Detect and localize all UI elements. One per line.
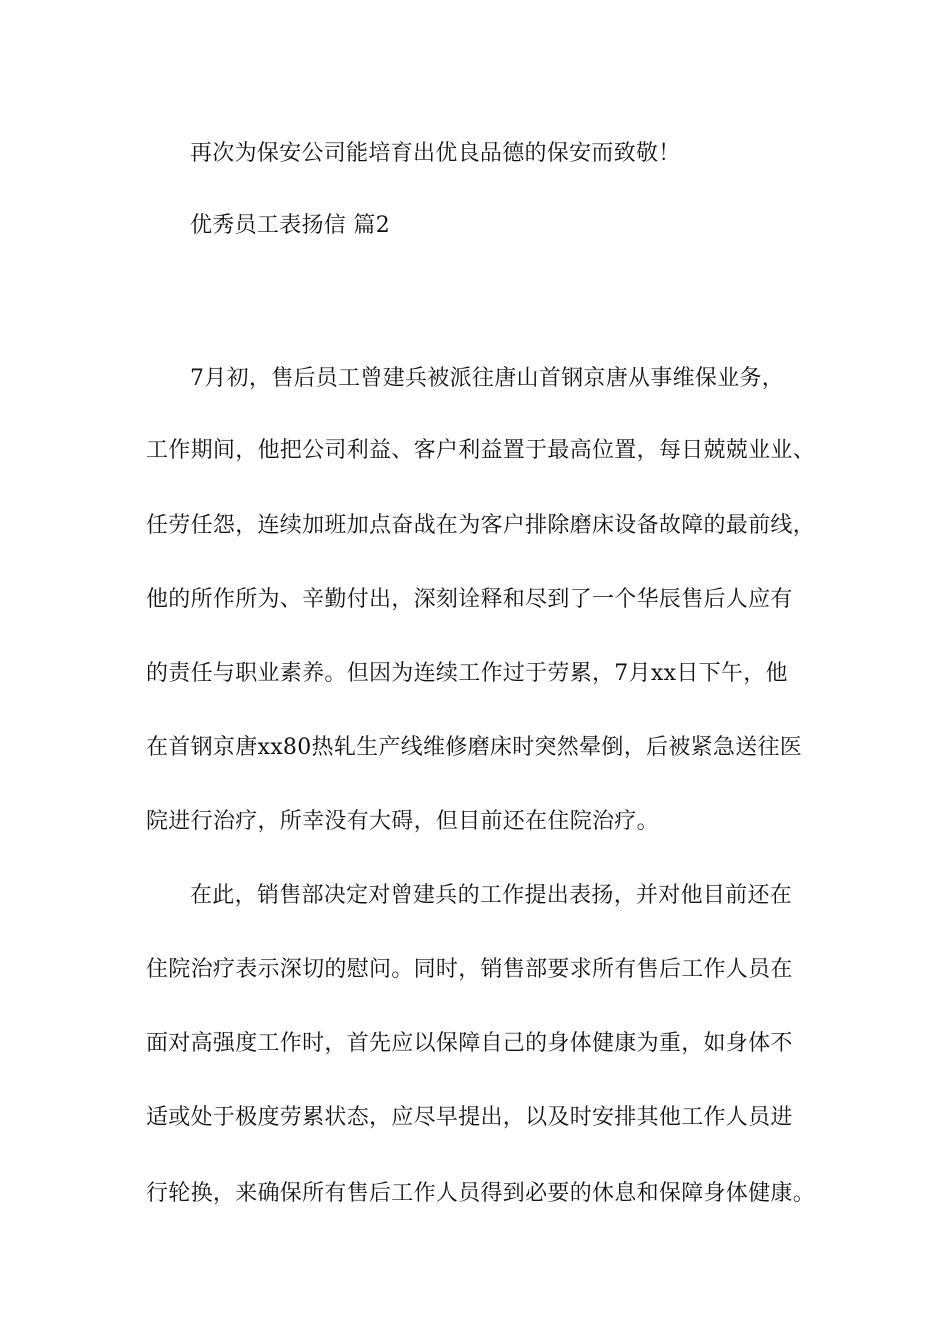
paragraph2-line: 行轮换，来确保所有售后工作人员得到必要的休息和保障身体健康。: [146, 1181, 816, 1206]
paragraph1-line: 院进行治疗，所幸没有大碍，但目前还在住院治疗。: [146, 809, 659, 834]
paragraph1-line: 的责任与职业素养。但因为连续工作过于劳累，7月xx日下午，他: [146, 661, 788, 686]
closing-line: 再次为保安公司能培育出优良品德的保安而致敬！: [190, 141, 681, 166]
paragraph1-line: 他的所作所为、辛勤付出，深刻诠释和尽到了一个华辰售后人应有: [146, 587, 793, 612]
paragraph2-line: 适或处于极度劳累状态，应尽早提出，以及时安排其他工作人员进: [146, 1105, 793, 1130]
section-title: 优秀员工表扬信 篇2: [190, 213, 390, 238]
paragraph2-line: 在此，销售部决定对曾建兵的工作提出表扬，并对他目前还在: [190, 883, 793, 908]
paragraph1-line: 任劳任怨，连续加班加点奋战在为客户排除磨床设备故障的最前线，: [146, 513, 816, 538]
paragraph2-line: 面对高强度工作时，首先应以保障自己的身体健康为重，如身体不: [146, 1031, 793, 1056]
paragraph1-line: 在首钢京唐xx80热轧生产线维修磨床时突然晕倒，后被紧急送往医: [146, 735, 803, 760]
paragraph1-line: 7月初，售后员工曾建兵被派往唐山首钢京唐从事维保业务，: [190, 366, 785, 391]
paragraph2-line: 住院治疗表示深切的慰问。同时，销售部要求所有售后工作人员在: [146, 957, 793, 982]
paragraph1-line: 工作期间，他把公司利益、客户利益置于最高位置，每日兢兢业业、: [146, 438, 816, 463]
